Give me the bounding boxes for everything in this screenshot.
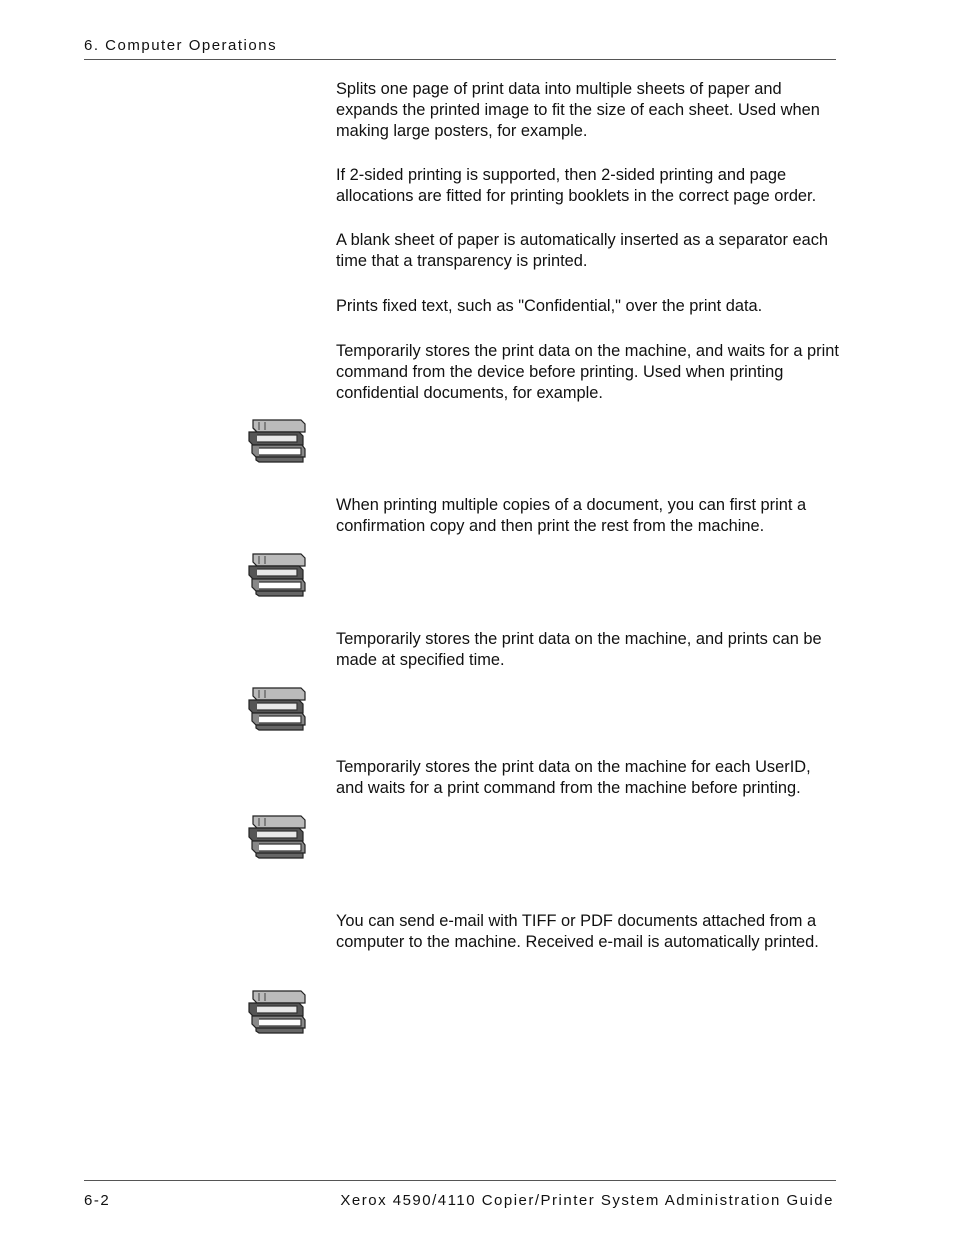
book-stack-icon: [247, 552, 309, 598]
paragraph-poster: Splits one page of print data into multiple sheets of paper and expands the printed image to fit the size of each sheet. Used when making large posters, for example.: [336, 80, 820, 140]
paragraph-email-print: You can send e-mail with TIFF or PDF documents attached from a computer to the machine. Received e-mail is automatically printed.: [336, 912, 819, 951]
page-header: [84, 37, 836, 60]
page-number: 6-2: [84, 1192, 111, 1209]
guide-title: Xerox 4590/4110 Copier/Printer System Administration Guide: [340, 1192, 834, 1209]
book-stack-icon: [247, 418, 309, 464]
book-stack-icon: [247, 686, 309, 732]
book-stack-icon: [247, 814, 309, 860]
paragraph-mailbox-print: Temporarily stores the print data on the machine for each UserID, and waits for a print command from the machine before printing.: [336, 758, 811, 797]
book-stack-icon: [247, 989, 309, 1035]
paragraph-secure-print: Temporarily stores the print data on the machine, and waits for a print command from the device before printing. Used when printing confidential documents, for example.: [336, 342, 839, 402]
paragraph-watermark: Prints fixed text, such as "Confidential," over the print data.: [336, 297, 763, 315]
paragraph-transparency-separator: A blank sheet of paper is automatically inserted as a separator each time that a transparency is printed.: [336, 231, 829, 270]
paragraph-sample-print: When printing multiple copies of a document, you can first print a confirmation copy and then print the rest from the machine.: [336, 496, 807, 535]
chapter-title: 6. Computer Operations: [84, 37, 278, 54]
paragraph-booklet: If 2-sided printing is supported, then 2-sided printing and page allocations are fitted for printing booklets in the correct page order.: [336, 166, 817, 205]
page-footer: [84, 1180, 836, 1209]
paragraph-delayed-print: Temporarily stores the print data on the machine, and prints can be made at specified time.: [336, 630, 822, 669]
